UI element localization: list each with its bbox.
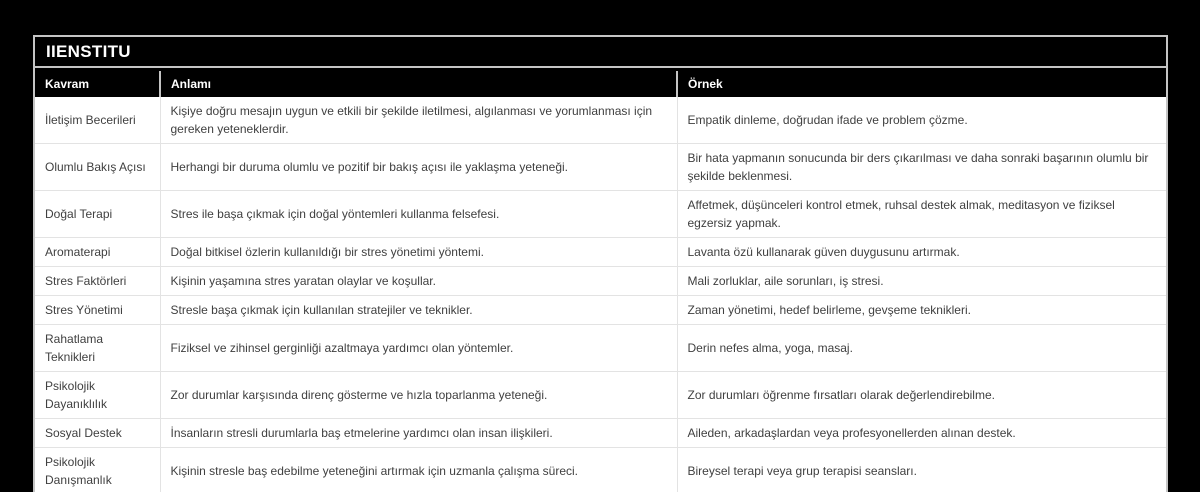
table-body [35, 97, 1166, 492]
cell-ornek: Zor durumları öğrenme fırsatları olarak değerlendirebilme. [677, 372, 1166, 419]
cell-kavram: Sosyal Destek [35, 419, 160, 448]
cell-anlam: Fiziksel ve zihinsel gerginliği azaltmaya yardımcı olan yöntemler. [160, 325, 677, 372]
table-header [35, 71, 1166, 97]
column-header: Örnek [677, 71, 1166, 97]
concepts-table [35, 71, 1166, 492]
cell-kavram: Aromaterapi [35, 238, 160, 267]
cell-ornek: Derin nefes alma, yoga, masaj. [677, 325, 1166, 372]
cell-anlam: Herhangi bir duruma olumlu ve pozitif bir bakış açısı ile yaklaşma yeteneği. [160, 144, 677, 191]
table-row [35, 372, 1166, 419]
table-row [35, 267, 1166, 296]
cell-anlam: Kişinin yaşamına stres yaratan olaylar ve koşullar. [160, 267, 677, 296]
table-row [35, 97, 1166, 144]
cell-anlam: Kişiye doğru mesajın uygun ve etkili bir şekilde iletilmesi, algılanması ve yorumlanması için gereken yeteneklerdir. [160, 97, 677, 144]
column-header: Anlamı [160, 71, 677, 97]
table-row [35, 419, 1166, 448]
cell-kavram: İletişim Becerileri [35, 97, 160, 144]
table-row [35, 448, 1166, 492]
cell-ornek: Aileden, arkadaşlardan veya profesyonellerden alınan destek. [677, 419, 1166, 448]
brand-title: IIENSTITU [35, 37, 1166, 68]
table-row [35, 191, 1166, 238]
cell-anlam: Kişinin stresle baş edebilme yeteneğini artırmak için uzmanla çalışma süreci. [160, 448, 677, 492]
cell-anlam: Zor durumlar karşısında direnç gösterme ve hızla toparlanma yeteneği. [160, 372, 677, 419]
cell-anlam: İnsanların stresli durumlarla baş etmelerine yardımcı olan insan ilişkileri. [160, 419, 677, 448]
cell-anlam: Stresle başa çıkmak için kullanılan stratejiler ve teknikler. [160, 296, 677, 325]
cell-ornek: Lavanta özü kullanarak güven duygusunu artırmak. [677, 238, 1166, 267]
cell-ornek: Bireysel terapi veya grup terapisi seansları. [677, 448, 1166, 492]
cell-ornek: Empatik dinleme, doğrudan ifade ve problem çözme. [677, 97, 1166, 144]
table-row [35, 144, 1166, 191]
cell-kavram: Psikolojik Dayanıklılık [35, 372, 160, 419]
table-row [35, 296, 1166, 325]
table-row [35, 325, 1166, 372]
cell-kavram: Stres Faktörleri [35, 267, 160, 296]
cell-kavram: Olumlu Bakış Açısı [35, 144, 160, 191]
table-row [35, 238, 1166, 267]
cell-ornek: Affetmek, düşünceleri kontrol etmek, ruhsal destek almak, meditasyon ve fiziksel egzersiz yapmak. [677, 191, 1166, 238]
cell-kavram: Stres Yönetimi [35, 296, 160, 325]
cell-kavram: Psikolojik Danışmanlık [35, 448, 160, 492]
cell-anlam: Stres ile başa çıkmak için doğal yöntemleri kullanma felsefesi. [160, 191, 677, 238]
cell-ornek: Bir hata yapmanın sonucunda bir ders çıkarılması ve daha sonraki başarının olumlu bir şekilde beklenmesi. [677, 144, 1166, 191]
cell-ornek: Zaman yönetimi, hedef belirleme, gevşeme teknikleri. [677, 296, 1166, 325]
content-panel [33, 35, 1168, 492]
header-row [35, 71, 1166, 97]
cell-ornek: Mali zorluklar, aile sorunları, iş stresi. [677, 267, 1166, 296]
cell-kavram: Doğal Terapi [35, 191, 160, 238]
cell-kavram: Rahatlama Teknikleri [35, 325, 160, 372]
cell-anlam: Doğal bitkisel özlerin kullanıldığı bir stres yönetimi yöntemi. [160, 238, 677, 267]
column-header: Kavram [35, 71, 160, 97]
